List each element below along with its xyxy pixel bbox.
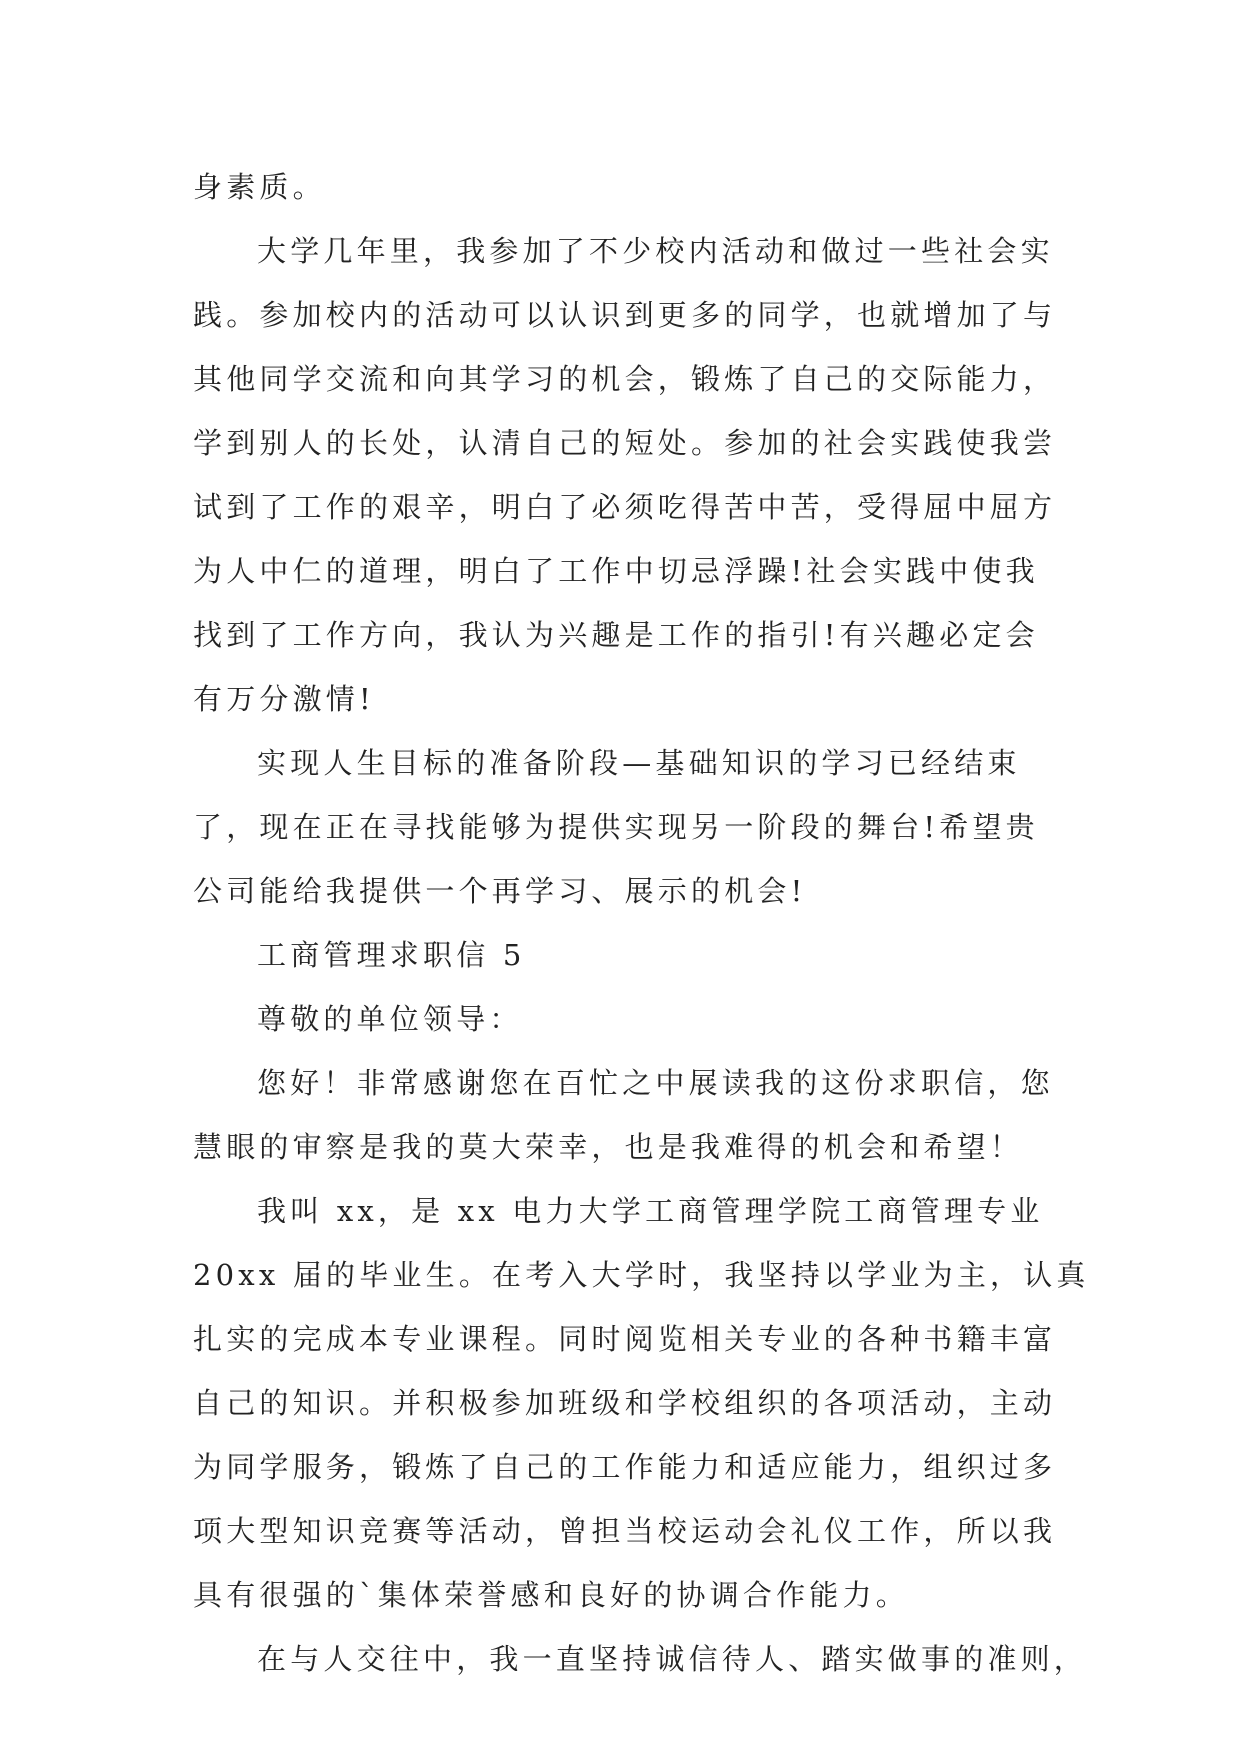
text-line: 有万分激情!: [193, 682, 375, 716]
text-line: 试到了工作的艰辛，明白了必须吃得苦中苦，受得屈中屈方: [193, 490, 1057, 524]
text-line: 自己的知识。并积极参加班级和学校组织的各项活动，主动: [193, 1386, 1057, 1420]
text-line: 为同学服务，锻炼了自己的工作能力和适应能力，组织过多: [193, 1450, 1057, 1484]
text-line: 在与人交往中，我一直坚持诚信待人、踏实做事的准则，: [257, 1642, 1088, 1676]
text-line: 大学几年里，我参加了不少校内活动和做过一些社会实: [257, 234, 1054, 268]
text-line: 学到别人的长处，认清自己的短处。参加的社会实践使我尝: [193, 426, 1057, 460]
section-heading: 工商管理求职信 5: [257, 938, 526, 972]
text-line: 为人中仁的道理，明白了工作中切忌浮躁!社会实践中使我: [193, 554, 1039, 588]
text-line: 扎实的完成本专业课程。同时阅览相关专业的各种书籍丰富: [193, 1322, 1057, 1356]
document-body: [193, 155, 1090, 1691]
text-line: 践。参加校内的活动可以认识到更多的同学，也就增加了与: [193, 298, 1057, 332]
text-line: 具有很强的`集体荣誉感和良好的协调合作能力。: [193, 1578, 909, 1612]
text-line: 您好！非常感谢您在百忙之中展读我的这份求职信，您: [257, 1066, 1054, 1100]
text-line: 实现人生目标的准备阶段—基础知识的学习已经结束: [257, 746, 1021, 780]
text-line: 我叫 xx，是 xx 电力大学工商管理学院工商管理专业: [257, 1194, 1044, 1228]
text-line: 公司能给我提供一个再学习、展示的机会!: [193, 874, 807, 908]
text-line: 其他同学交流和向其学习的机会，锻炼了自己的交际能力，: [193, 362, 1057, 396]
salutation: 尊敬的单位领导：: [257, 1002, 523, 1036]
text-line: 慧眼的审察是我的莫大荣幸，也是我难得的机会和希望！: [193, 1130, 1024, 1164]
text-line: 20xx 届的毕业生。在考入大学时，我坚持以学业为主，认真: [193, 1258, 1090, 1292]
text-line: 找到了工作方向，我认为兴趣是工作的指引!有兴趣必定会: [193, 618, 1039, 652]
text-line: 身素质。: [193, 170, 326, 204]
text-line: 项大型知识竞赛等活动，曾担当校运动会礼仪工作，所以我: [193, 1514, 1057, 1548]
text-line: 了，现在正在寻找能够为提供实现另一阶段的舞台!希望贵: [193, 810, 1039, 844]
